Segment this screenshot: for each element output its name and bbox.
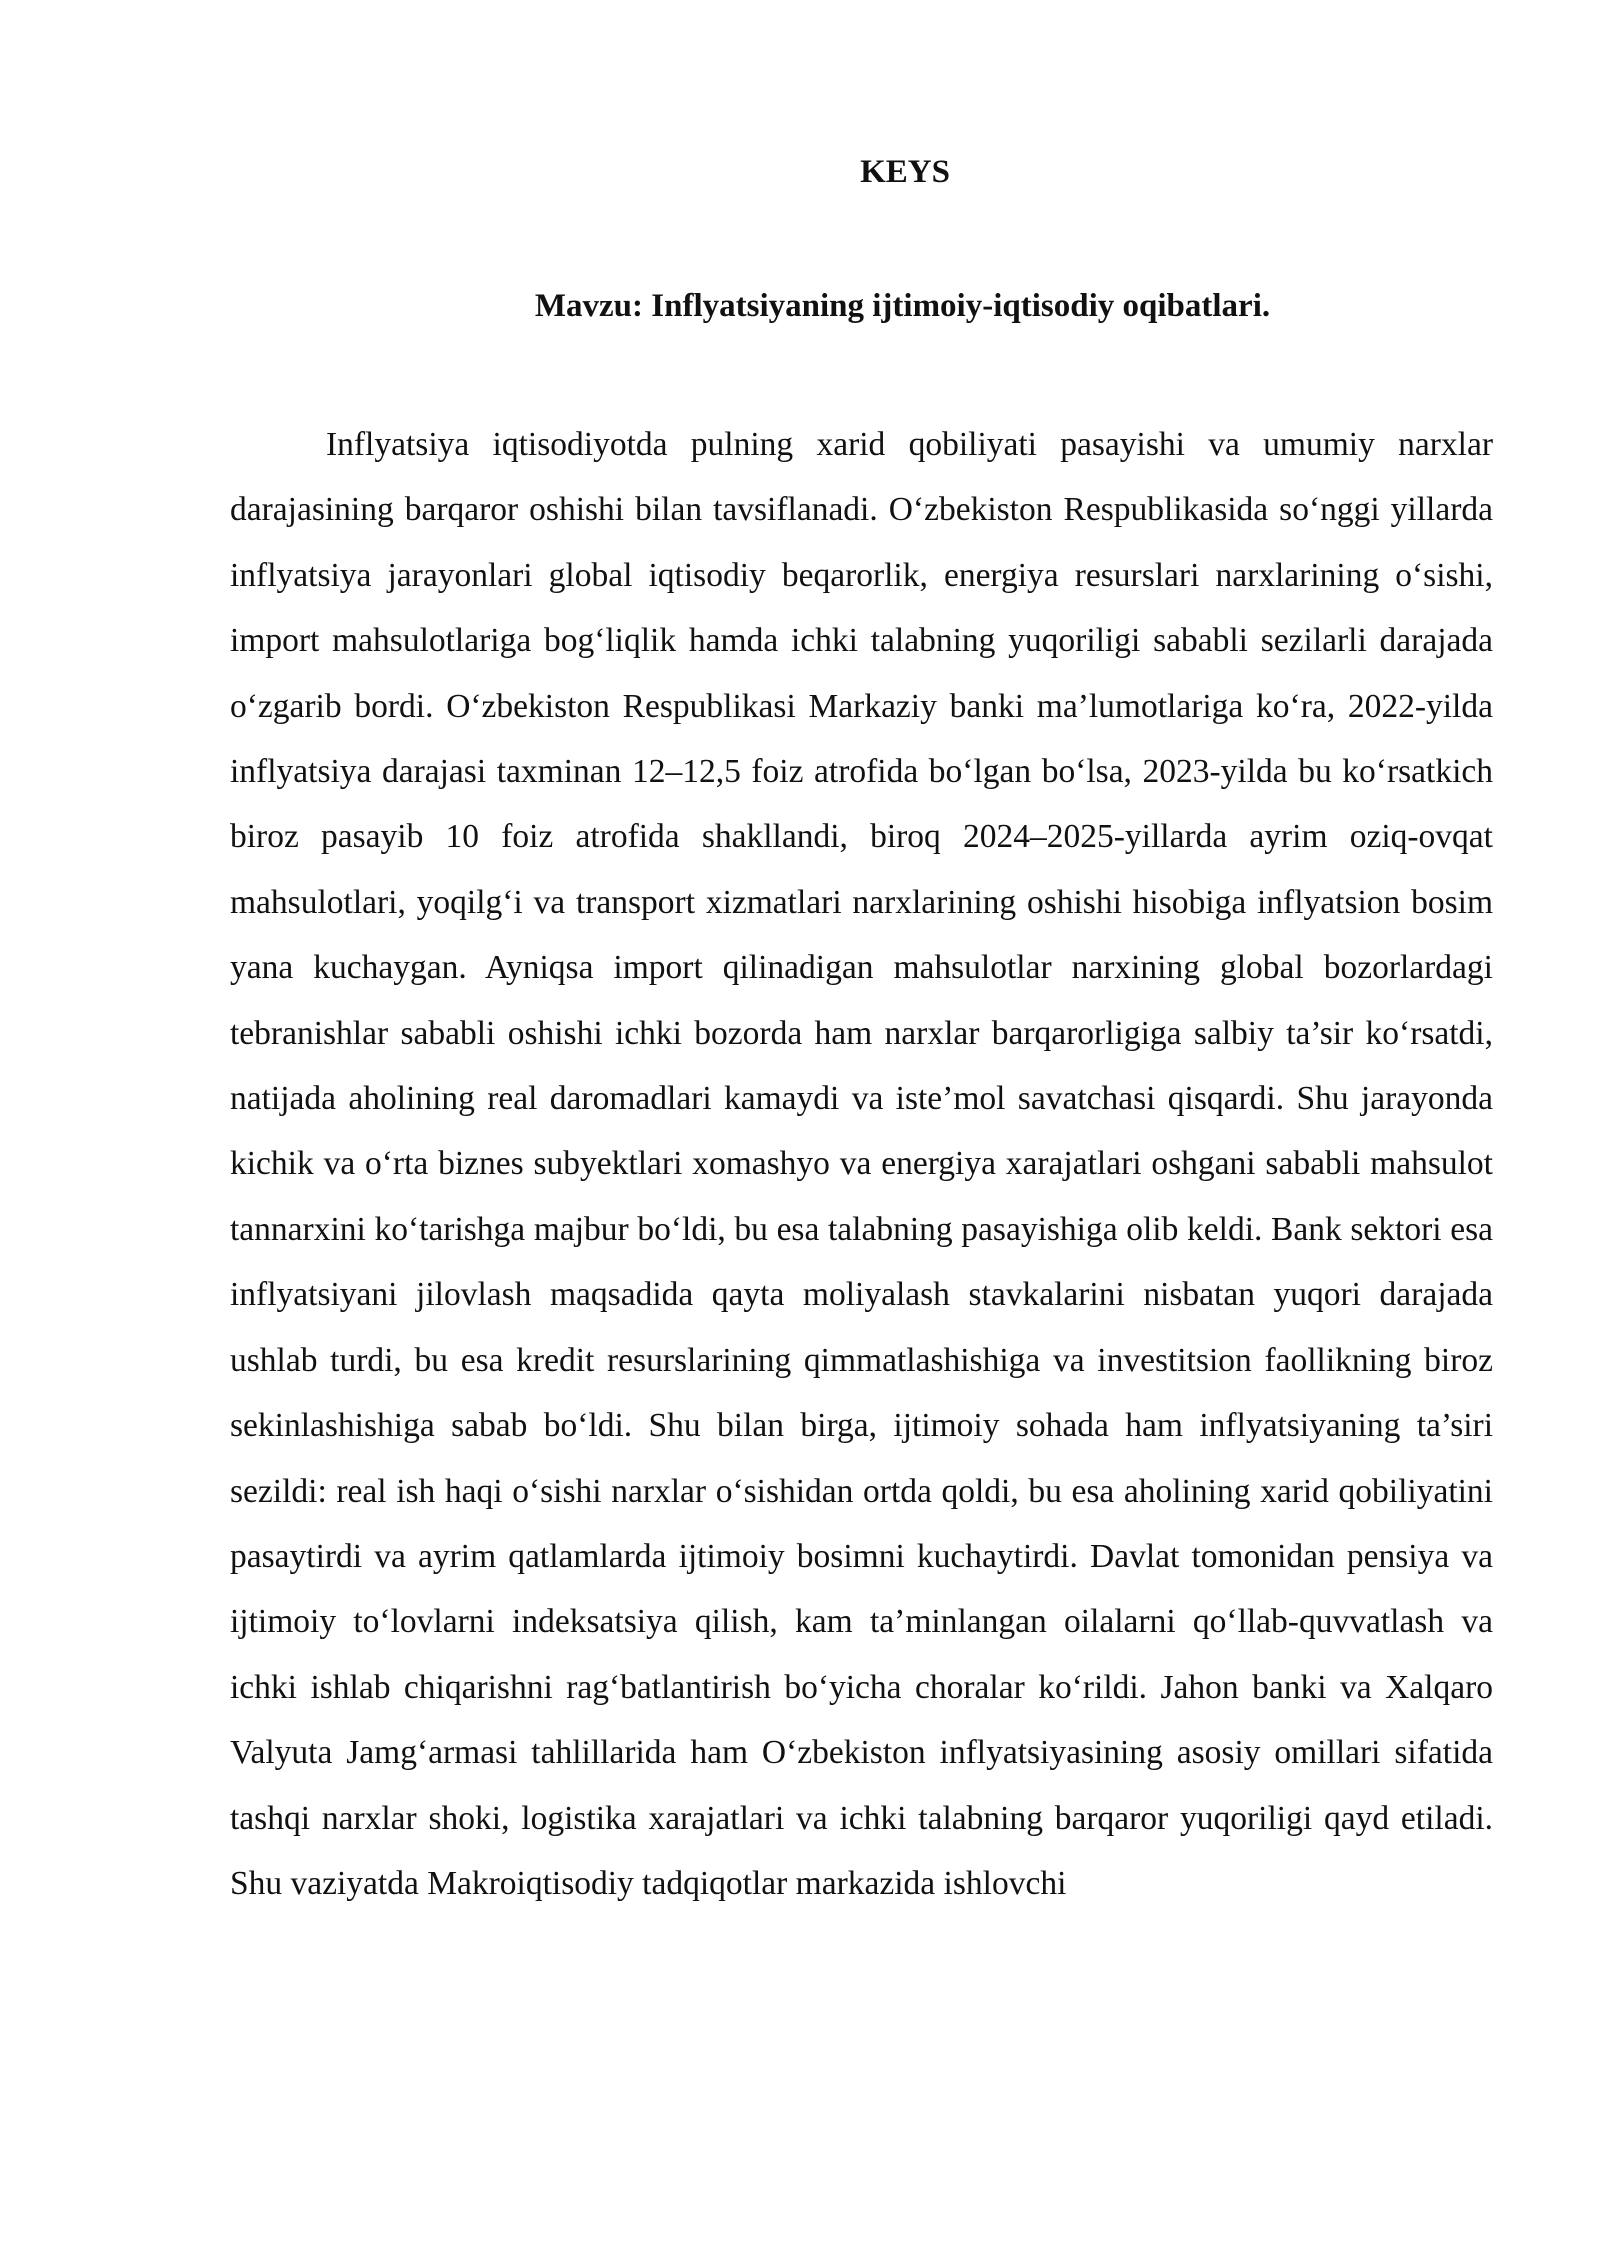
document-title: KEYS: [860, 154, 950, 190]
body-paragraph: Inflyatsiya iqtisodiyotda pulning xarid qobiliyati pasayishi va umumiy narxlar darajasining barqaror oshishi bilan tavsiflanadi. O‘zbekiston Respublikasida so‘nggi yillarda inflyatsiya jarayonlari global iqtisodiy beqarorlik, energiya resurslari narxlarining o‘sishi, import mahsulotlariga bog‘liqlik hamda ichki talabning yuqoriligi sababli sezilarli darajada o‘zgarib bordi. O‘zbekiston Respublikasi Markaziy banki ma’lumotlariga ko‘ra, 2022-yilda inflyatsiya darajasi taxminan 12–12,5 foiz atrofida bo‘lgan bo‘lsa, 2023-yilda bu ko‘rsatkich biroz pasayib 10 foiz atrofida shakllandi, biroq 2024–2025-yillarda ayrim oziq-ovqat mahsulotlari, yoqilg‘i va transport xizmatlari narxlarining oshishi hisobiga inflyatsion bosim yana kuchaygan. Ayniqsa import qilinadigan mahsulotlar narxining global bozorlardagi tebranishlar sababli oshishi ichki bozorda ham narxlar barqarorligiga salbiy ta’sir ko‘rsatdi, natijada aholining real daromadlari kamaydi va iste’mol savatchasi qisqardi. Shu jarayonda kichik va o‘rta biznes subyektlari xomashyo va energiya xarajatlari oshgani sababli mahsulot tannarxini ko‘tarishga majbur bo‘ldi, bu esa talabning pasayishiga olib keldi. Bank sektori esa inflyatsiyani jilovlash maqsadida qayta moliyalash stavkalarini nisbatan yuqori darajada ushlab turdi, bu esa kredit resurslarining qimmatlashishiga va investitsion faollikning biroz sekinlashishiga sabab bo‘ldi. Shu bilan birga, ijtimoiy sohada ham inflyatsiyaning ta’siri sezildi: real ish haqi o‘sishi narxlar o‘sishidan ortda qoldi, bu esa aholining xarid qobiliyatini pasaytirdi va ayrim qatlamlarda ijtimoiy bosimni kuchaytirdi. Davlat tomonidan pensiya va ijtimoiy to‘lovlarni indeksatsiya qilish, kam ta’minlangan oilalarni qo‘llab-quvvatlash va ichki ishlab chiqarishni rag‘batlantirish bo‘yicha choralar ko‘rildi. Jahon banki va Xalqaro Valyuta Jamg‘armasi tahlillarida ham O‘zbekiston inflyatsiyasining asosiy omillari sifatida tashqi narxlar shoki, logistika xarajatlari va ichki talabning barqaror yuqoriligi qayd etiladi. Shu vaziyatda Makroiqtisodiy tadqiqotlar markazida ishlovchi: [230, 426, 1493, 1902]
document-subtitle: Mavzu: Inflyatsiyaning ijtimoiy-iqtisodiy oqibatlari.: [534, 288, 1271, 324]
